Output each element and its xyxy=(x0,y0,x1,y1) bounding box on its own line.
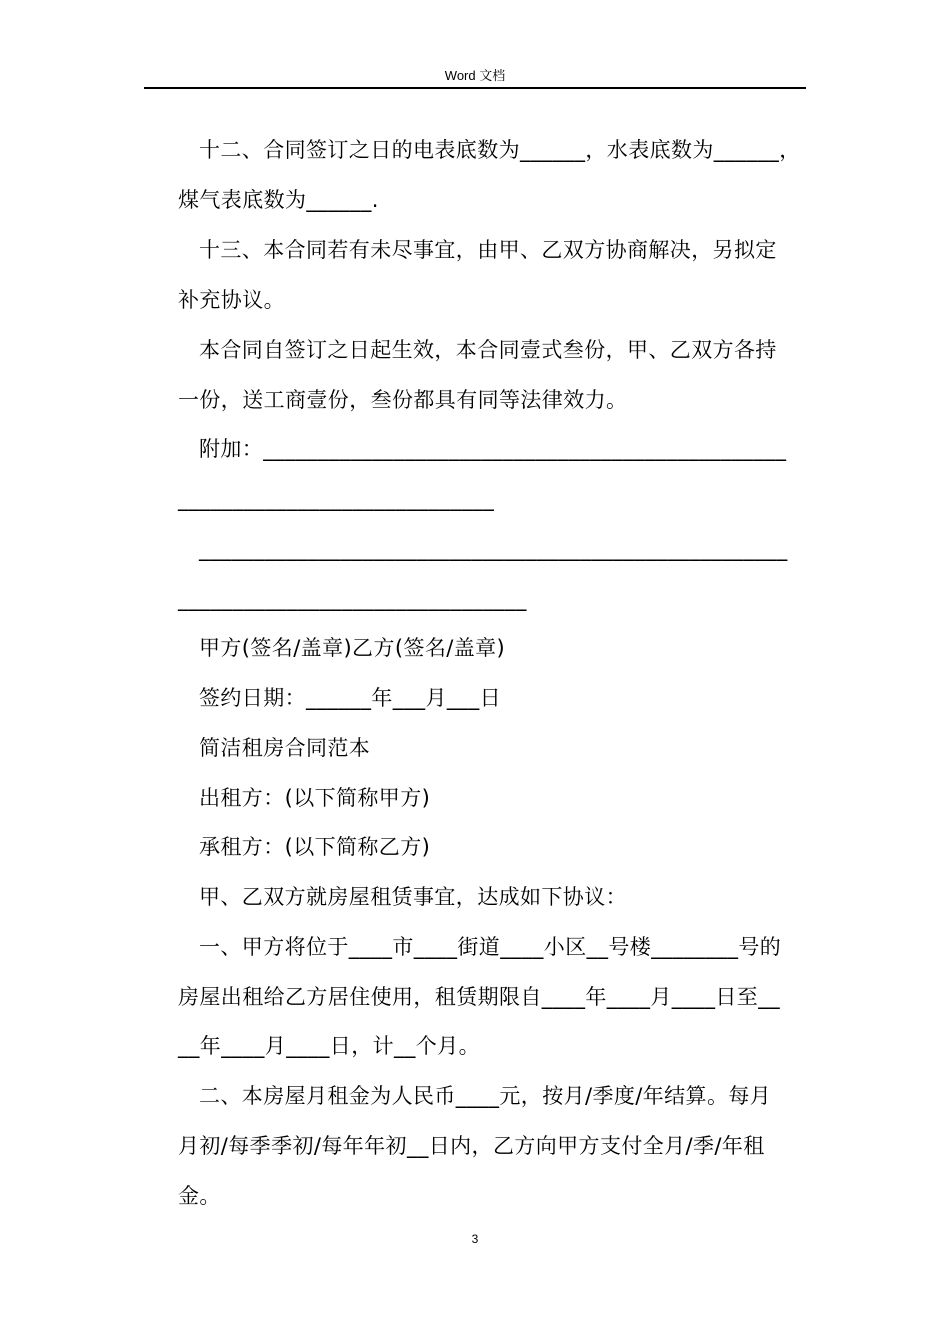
text-line: 签约日期：______年___月___日 xyxy=(199,686,501,710)
text-line: 附加：________________________________________________ xyxy=(199,437,787,461)
text-line: 本合同自签订之日起生效，本合同壹式叁份，甲、乙双方各持 xyxy=(199,338,777,362)
text-line: 一份，送工商壹份，叁份都具有同等法律效力。 xyxy=(178,388,628,412)
text-line: 甲、乙双方就房屋租赁事宜，达成如下协议： xyxy=(199,885,627,909)
text-line: _____________________________ xyxy=(178,487,495,511)
text-line: 一、甲方将位于____市____街道____小区__号楼________号的 xyxy=(199,935,782,959)
text-line: 煤气表底数为______. xyxy=(178,188,379,212)
header-rule xyxy=(144,87,806,89)
text-line: 甲方(签名/盖章)乙方(签名/盖章) xyxy=(199,636,506,660)
text-line: 十二、合同签订之日的电表底数为______，水表底数为______， xyxy=(199,138,801,162)
text-line: 简洁租房合同范本 xyxy=(199,736,371,760)
text-line: __年____月____日，计__个月。 xyxy=(178,1034,480,1058)
text-line: 补充协议。 xyxy=(178,288,285,312)
page-number: 3 xyxy=(471,1232,479,1246)
text-line: 金。 xyxy=(178,1184,221,1208)
text-line: 月初/每季季初/每年年初__日内，乙方向甲方支付全月/季/年租 xyxy=(178,1134,765,1158)
header-title: Word 文档 xyxy=(444,68,506,83)
text-line: 十三、本合同若有未尽事宜，由甲、乙双方协商解决，另拟定 xyxy=(199,238,777,262)
text-line: 二、本房屋月租金为人民币____元，按月/季度/年结算。每月 xyxy=(199,1084,772,1108)
text-line: 房屋出租给乙方居住使用，租赁期限自____年____月____日至__ xyxy=(178,985,780,1009)
text-line: 出租方：(以下简称甲方) xyxy=(199,786,431,810)
text-line: 承租方：(以下简称乙方) xyxy=(199,835,431,859)
text-line: ______________________________________________________ xyxy=(199,537,788,561)
text-line: ________________________________ xyxy=(178,587,527,611)
